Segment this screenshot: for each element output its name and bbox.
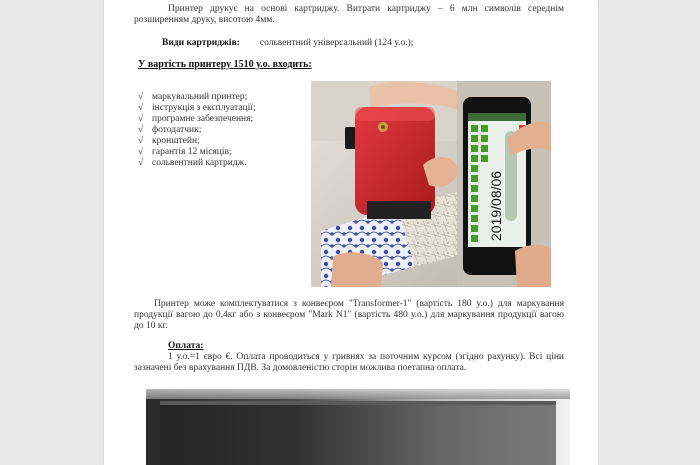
check-mark-icon: √	[138, 125, 144, 135]
document-page	[104, 0, 598, 465]
included-list-item	[138, 147, 308, 158]
included-list-item	[138, 92, 308, 103]
check-mark-icon: √	[138, 147, 144, 157]
printer-body-shape	[355, 107, 435, 215]
bottom-photo	[146, 389, 570, 465]
check-mark-icon: √	[138, 103, 144, 113]
included-list-item	[138, 125, 308, 136]
included-item-label: фотодатчик;	[152, 125, 202, 135]
included-item-label: інструкція з експлуатації;	[152, 103, 256, 113]
cartridge-types-label: Види картриджів:	[162, 38, 240, 48]
included-item-label: сольвентний картридж.	[152, 158, 247, 168]
payment-heading: Оплата:	[168, 341, 204, 351]
included-item-label: гарантія 12 місяців;	[152, 147, 232, 157]
included-list	[138, 92, 308, 169]
check-mark-icon: √	[138, 114, 144, 124]
payment-paragraph: 1 у.о.=1 євро €. Оплата проводиться у гривнях за поточним курсом (згідно рахунку). Всі ціни зазначені без врахування ПДВ. За домовленістю сторін можлива поетапна оплата.	[134, 352, 564, 373]
included-list-item	[138, 136, 308, 147]
included-list-item	[138, 103, 308, 114]
included-heading: У вартість принтеру 1510 у.о. входить:	[138, 59, 312, 70]
intro-paragraph: Принтер друкує на основі картриджу. Витрати картриджу – 6 млн символів середнім розширенням друку, висотою 4мм.	[134, 4, 564, 25]
check-mark-icon: √	[138, 158, 144, 168]
check-mark-icon: √	[138, 136, 144, 146]
conveyor-paragraph: Принтер може комплектуватися з конвеєром "Transformer-1" (вартість 180 у.о.) для маркування продукції вагою до 0,4кг або з конвеєром "Mark N1" (вартість 480 у.о.) для маркування продукції вагою до 10 кг.	[134, 299, 564, 331]
included-list-item	[138, 158, 308, 169]
cartridge-types-line	[162, 38, 542, 49]
included-list-item	[138, 114, 308, 125]
cartridge-types-value: сольвентний універсальний (124 у.о.);	[259, 38, 414, 48]
included-item-label: програмне забезпечення;	[152, 114, 254, 124]
included-item-label: кронштейн;	[152, 136, 200, 146]
included-item-label: маркувальний принтер;	[152, 92, 248, 102]
printer-photo	[311, 81, 551, 287]
check-mark-icon: √	[138, 92, 144, 102]
phone-date-text: 2019/08/06	[488, 170, 504, 241]
